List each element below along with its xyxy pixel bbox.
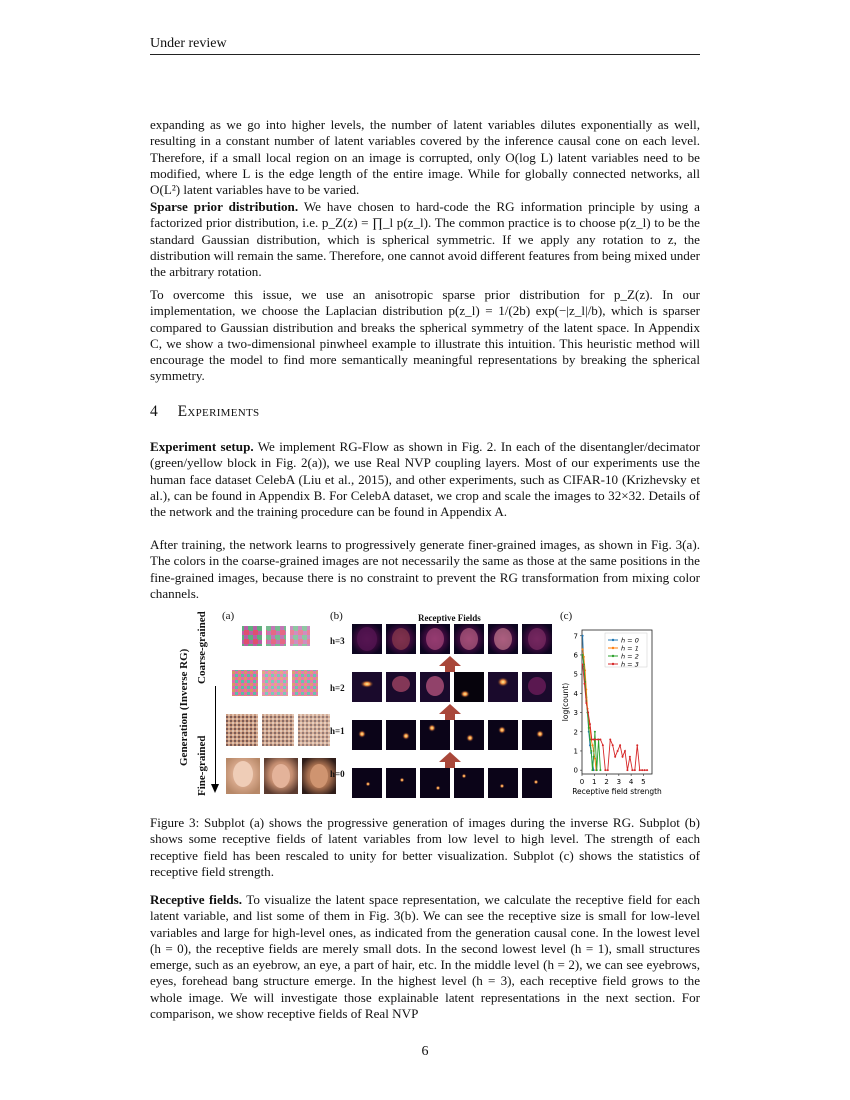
data-point — [595, 738, 597, 740]
y-tick-label: 0 — [573, 766, 578, 775]
receptive-field-strength-chart — [562, 622, 680, 806]
data-point — [591, 744, 593, 746]
paragraph-heading: Receptive fields. — [150, 892, 243, 907]
data-point — [641, 769, 643, 771]
legend-marker — [612, 655, 614, 657]
data-point — [626, 769, 628, 771]
data-point — [591, 769, 593, 771]
up-arrow-stem-1 — [445, 666, 455, 672]
paragraph-laplacian: To overcome this issue, we use an anisotropic sparse prior distribution for p_Z(z). In our implementation, we choose the Laplacian distribution p(z_l) = 1/(2b) exp(−|z_l|/b), which is sparser compared to Gaussian distribution and breaks the spherical symmetry of the latent space. In Appendix C, we show a two-dimensional pinwheel example to illustrate this intuition. This heuristic method will encourage the model to find more semantically meaningful representations by breaking the spherical symmetry. — [150, 287, 700, 384]
data-point — [582, 635, 584, 637]
data-point — [597, 738, 599, 740]
up-arrow-stem-2 — [445, 714, 455, 720]
receptive-fields-title: Receptive Fields — [418, 613, 481, 623]
paragraph-training: After training, the network learns to progressively generate finer-grained images, as shown in Fig. 3(a). The colors in the coarse-grained images are not necessarily the same as those at the same positions in the fine-grained images, because there is no constraint to prevent the RG transformation from mixing color channels. — [150, 537, 700, 601]
y-tick-label: 2 — [573, 728, 578, 737]
y-axis-label: log(count) — [561, 682, 570, 722]
legend-label: h = 1 — [621, 644, 639, 653]
data-point — [582, 648, 584, 650]
paragraph-experiment-setup — [150, 439, 700, 520]
data-point — [619, 744, 621, 746]
data-point — [588, 727, 590, 729]
x-tick-label: 4 — [628, 778, 634, 786]
legend-label: h = 3 — [621, 660, 639, 669]
coarse-grained-label: Coarse-grained — [196, 611, 208, 684]
data-point — [591, 738, 593, 740]
data-point — [639, 769, 641, 771]
page-header: Under review — [150, 36, 227, 51]
paragraph-receptive-fields — [150, 892, 700, 1022]
h0-label: h=0 — [330, 769, 345, 779]
receptive-field-grid — [352, 624, 560, 804]
panel-b-label: (b) — [330, 610, 343, 622]
paragraph-body: To visualize the latent space representation, we calculate the receptive field for each latent variable, and list some of them in Fig. 3(b). We can see the receptive size is small for low-level variables and large for high-level ones, as indicated from the generation causal cone. In the lowest level (h = 0), the receptive fields are merely small dots. In the second lowest level (h = 1), small structures emerge, such as an eyebrow, an eye, a part of hair, etc. In the middle level (h = 2), we can see eyebrows, eyes, forehead bang structure emerge. In the highest level (h = 3), each receptive field grows to the whole image. We will investigate those explainable latent representations in the next section. For comparison, we show receptive fields of Real NVP — [150, 892, 700, 1022]
data-point — [602, 744, 604, 746]
up-arrow-1 — [439, 656, 461, 666]
figure-caption: Figure 3: Subplot (a) shows the progressive generation of images during the inverse RG. Subplot (b) shows some receptive fields of latent variables from low level to high level. The strength of each receptive field has been rescaled to unity for better visualization. Subplot (c) shows the statistics of receptive field strength. — [150, 815, 700, 879]
data-point — [614, 756, 616, 758]
up-arrow-2 — [439, 704, 461, 714]
data-point — [631, 769, 633, 771]
data-point — [590, 750, 592, 752]
paragraph-causal-cone: expanding as we go into higher levels, the number of latent variables dilutes exponentially as well, resulting in a constant number of latent variables covered by the inference causal cone on each level. Therefore, if a small local region on an image is corrupted, only O(log L) latent variables need to be modified, where L is the edge length of the entire image. While for globally connected networks, all O(L²) latent variables have to be varied. — [150, 117, 700, 198]
section-title: Experiments — [177, 403, 260, 420]
data-point — [629, 756, 631, 758]
up-arrow-3 — [439, 752, 461, 762]
data-point — [582, 654, 584, 656]
data-point — [587, 712, 589, 714]
data-point — [634, 769, 636, 771]
x-axis-label: Receptive field strength — [572, 787, 662, 796]
data-point — [599, 738, 601, 740]
x-tick-label: 3 — [616, 778, 622, 786]
data-point — [609, 738, 611, 740]
data-point — [617, 750, 619, 752]
data-point — [612, 744, 614, 746]
downward-arrow — [215, 686, 216, 786]
panel-c-label: (c) — [560, 610, 573, 622]
series-line — [583, 665, 647, 771]
header-rule — [150, 54, 700, 55]
h3-label: h=3 — [330, 636, 345, 646]
legend-marker — [612, 647, 614, 649]
data-point — [589, 723, 591, 725]
x-tick-label: 2 — [604, 778, 609, 786]
paragraph-body: We have chosen to hard-code the RG information principle by using a factorized prior distribution, i.e. p_Z(z) = ∏_l p(z_l). The common practice is to choose p(z_l) to be the standard Gaussian distribution, which is spherical symmetric. If we apply any rotation to z, the distribution will remain the same. Therefore, one cannot avoid different features from being mixed under the arbitrary rotation. — [150, 199, 701, 280]
paragraph-heading: Experiment setup. — [150, 439, 254, 454]
data-point — [622, 756, 624, 758]
legend-marker — [612, 639, 614, 641]
series-line — [583, 636, 594, 770]
page-number: 6 — [421, 1044, 429, 1059]
figure-3 — [170, 606, 680, 806]
data-point — [646, 769, 648, 771]
data-point — [636, 744, 638, 746]
data-point — [604, 769, 606, 771]
up-arrow-stem-3 — [445, 762, 455, 768]
data-point — [607, 769, 609, 771]
x-tick-label: 1 — [592, 778, 597, 786]
data-point — [589, 738, 591, 740]
fine-grained-label: Fine-grained — [196, 735, 208, 796]
panel-a-label: (a) — [222, 610, 235, 622]
data-point — [585, 702, 587, 704]
data-point — [594, 758, 596, 760]
data-point — [599, 769, 601, 771]
legend-marker — [612, 663, 614, 665]
x-tick-label: 5 — [641, 778, 646, 786]
legend-label: h = 0 — [621, 636, 639, 645]
y-tick-label: 1 — [573, 747, 578, 756]
generation-label: Generation (Inverse RG) — [178, 648, 190, 766]
h2-label: h=2 — [330, 683, 345, 693]
paragraph-body: We implement RG-Flow as shown in Fig. 2. In each of the disentangler/decimator (green/yellow block in Fig. 2(a)), we use Real NVP coupling layers. Most of our experiments use the human face dataset CelebA (Liu et al., 2015), and other experiments, such as CIFAR-10 (Krizhevsky et al.), can be found in Appendix B. For CelebA dataset, we crop and scale the images to 32×32. Details of the network and the training procedure can be found in Appendix A. — [150, 439, 700, 520]
data-point — [594, 731, 596, 733]
paragraph-sparse-prior — [150, 199, 700, 280]
y-tick-label: 3 — [573, 709, 578, 718]
data-point — [593, 738, 595, 740]
y-tick-label: 7 — [573, 632, 578, 641]
y-tick-label: 6 — [573, 651, 578, 660]
data-point — [624, 750, 626, 752]
h1-label: h=1 — [330, 726, 345, 736]
x-tick-label: 0 — [579, 778, 585, 786]
y-tick-label: 5 — [573, 670, 578, 679]
section-heading — [150, 403, 259, 421]
data-point — [593, 756, 595, 758]
data-point — [582, 664, 584, 666]
paragraph-heading: Sparse prior distribution. — [150, 199, 299, 214]
section-number: 4 — [150, 403, 158, 420]
legend-label: h = 2 — [621, 652, 639, 661]
data-point — [644, 769, 646, 771]
data-point — [596, 769, 598, 771]
y-tick-label: 4 — [573, 689, 578, 698]
downward-arrowhead — [211, 784, 219, 793]
data-point — [583, 683, 585, 685]
